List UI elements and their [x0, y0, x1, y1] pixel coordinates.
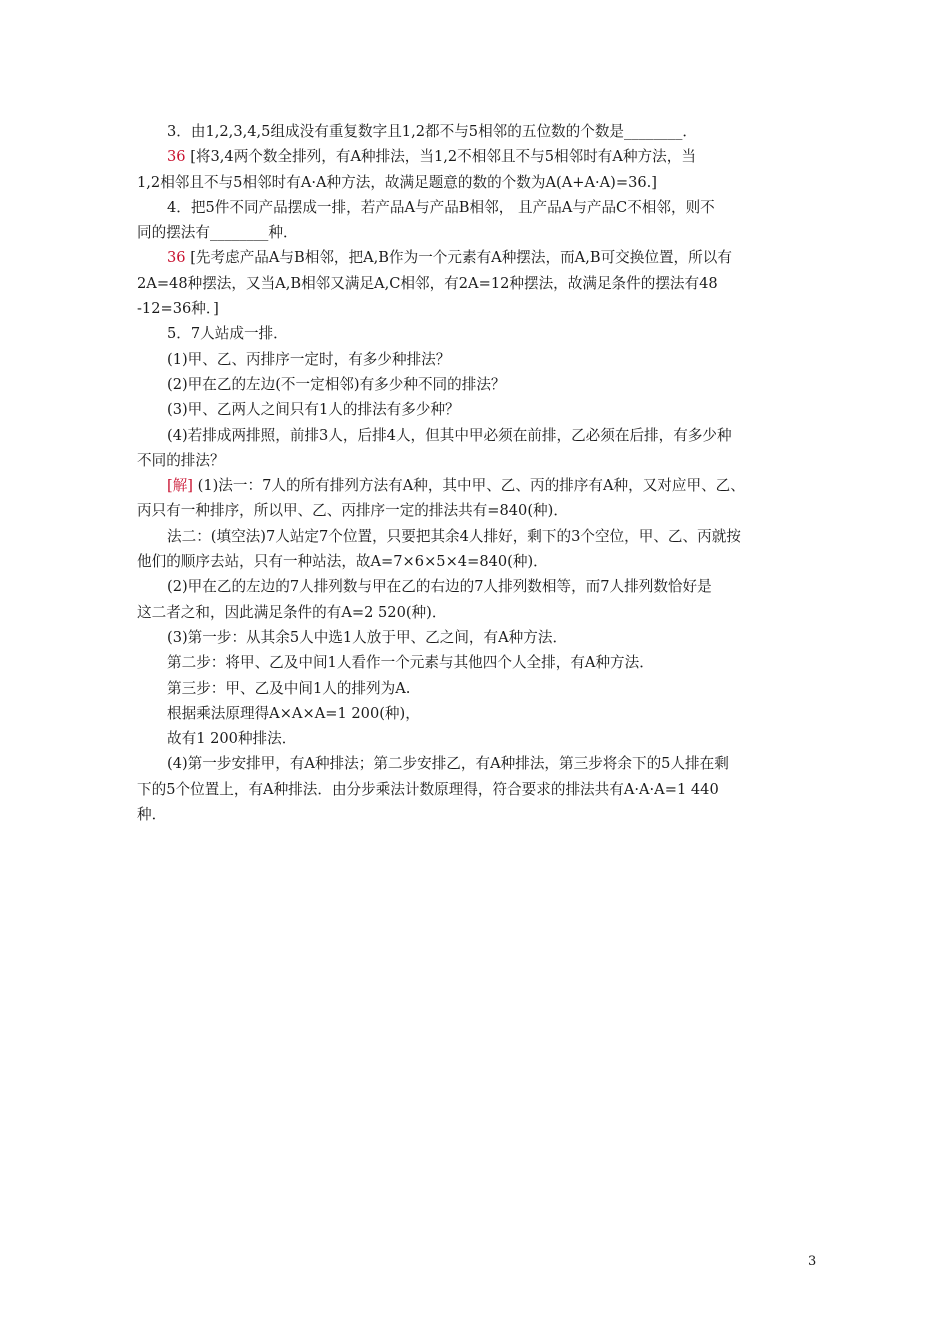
text-segment: (1)甲、乙、丙排序一定时，有多少种排法？ — [167, 350, 451, 368]
text-segment: 5．7人站成一排． — [167, 325, 288, 343]
text-line — [137, 397, 817, 422]
text-line — [137, 448, 817, 473]
text-line — [137, 119, 817, 144]
text-segment: (3)甲、乙两人之间只有1人的排法有多少种？ — [167, 401, 460, 419]
text-segment: 第三步：甲、乙及中间1人的排列为A. — [167, 679, 411, 697]
text-line — [137, 144, 817, 169]
text-segment: 2A=48种摆法，又当A,B相邻又满足A,C相邻，有2A=12种摆法，故满足条件的摆法有48 — [137, 274, 718, 292]
text-segment: (1)法一：7人的所有排列方法有A种，其中甲、乙、丙的排序有A种，又对应甲、乙、 — [192, 477, 745, 495]
text-segment: -12=36种．] — [137, 300, 219, 318]
text-line — [137, 549, 817, 574]
text-line — [137, 220, 817, 245]
answer-marker: 36 — [167, 148, 186, 166]
text-segment: [先考虑产品A与B相邻，把A,B作为一个元素有A种摆法，而A,B可交换位置，所以有 — [185, 249, 732, 267]
text-segment: 第二步：将甲、乙及中间1人看作一个元素与其他四个人全排，有A种方法． — [167, 654, 654, 672]
text-line — [137, 321, 817, 346]
text-line — [137, 650, 817, 675]
text-segment: (4)第一步安排甲，有A种排法；第二步安排乙，有A种排法，第三步将余下的5人排在剩 — [167, 755, 729, 773]
text-segment: 3．由1,2,3,4,5组成没有重复数字且1,2都不与5相邻的五位数的个数是________． — [167, 123, 697, 140]
text-segment: 1,2相邻且不与5相邻时有A·A种方法，故满足题意的数的个数为A(A+A·A)=36.] — [137, 173, 658, 191]
document-body — [137, 119, 817, 827]
text-segment: 根据乘法原理得A×A×A=1 200(种)， — [167, 704, 420, 722]
answer-marker: [解] — [167, 477, 193, 495]
text-line — [137, 245, 817, 270]
text-segment: 法二：(填空法)7人站定7个位置，只要把其余4人排好，剩下的3个空位，甲、乙、丙就按 — [167, 527, 741, 545]
text-line — [137, 701, 817, 726]
text-line — [137, 296, 817, 321]
text-segment: 故有1 200种排法． — [167, 730, 297, 748]
text-segment: [将3,4两个数全排列，有A种排法，当1,2不相邻且不与5相邻时有A种方法，当 — [185, 148, 696, 166]
text-line — [137, 195, 817, 220]
text-segment: 这二者之和，因此满足条件的有A=2 520(种)． — [137, 603, 447, 621]
text-line — [137, 423, 817, 448]
text-line — [137, 726, 817, 751]
text-segment: 同的摆法有________种． — [137, 224, 298, 242]
answer-marker: 36 — [167, 249, 186, 267]
text-line — [137, 751, 817, 776]
text-segment: (4)若排成两排照，前排3人，后排4人，但其中甲必须在前排，乙必须在后排，有多少种 — [167, 426, 732, 444]
text-line — [137, 802, 817, 827]
text-line — [137, 676, 817, 701]
text-segment: (2)甲在乙的左边(不一定相邻)有多少种不同的排法？ — [167, 375, 506, 393]
text-line — [137, 473, 817, 498]
text-line — [137, 625, 817, 650]
text-segment: 丙只有一种排序，所以甲、乙、丙排序一定的排法共有=840(种)． — [137, 502, 568, 520]
text-line — [137, 498, 817, 523]
text-line — [137, 347, 817, 372]
text-segment: 不同的排法？ — [137, 451, 225, 469]
text-line — [137, 524, 817, 549]
text-segment: 他们的顺序去站，只有一种站法，故A=7×6×5×4=840(种)． — [137, 553, 548, 571]
text-line — [137, 372, 817, 397]
text-line — [137, 170, 817, 195]
text-line — [137, 600, 817, 625]
text-segment: 下的5个位置上，有A种排法．由分步乘法计数原理得，符合要求的排法共有A·A·A=1 440 — [137, 780, 719, 798]
page-number: 3 — [808, 1254, 817, 1269]
text-line — [137, 777, 817, 802]
text-line — [137, 271, 817, 296]
text-segment: (2)甲在乙的左边的7人排列数与甲在乙的右边的7人排列数相等，而7人排列数恰好是 — [167, 578, 712, 596]
text-segment: 4．把5件不同产品摆成一排，若产品A与产品B相邻， 且产品A与产品C不相邻，则不 — [167, 198, 715, 216]
text-segment: (3)第一步：从其余5人中选1人放于甲、乙之间，有A种方法． — [167, 628, 568, 646]
text-line — [137, 574, 817, 599]
text-segment: 种． — [137, 806, 167, 824]
